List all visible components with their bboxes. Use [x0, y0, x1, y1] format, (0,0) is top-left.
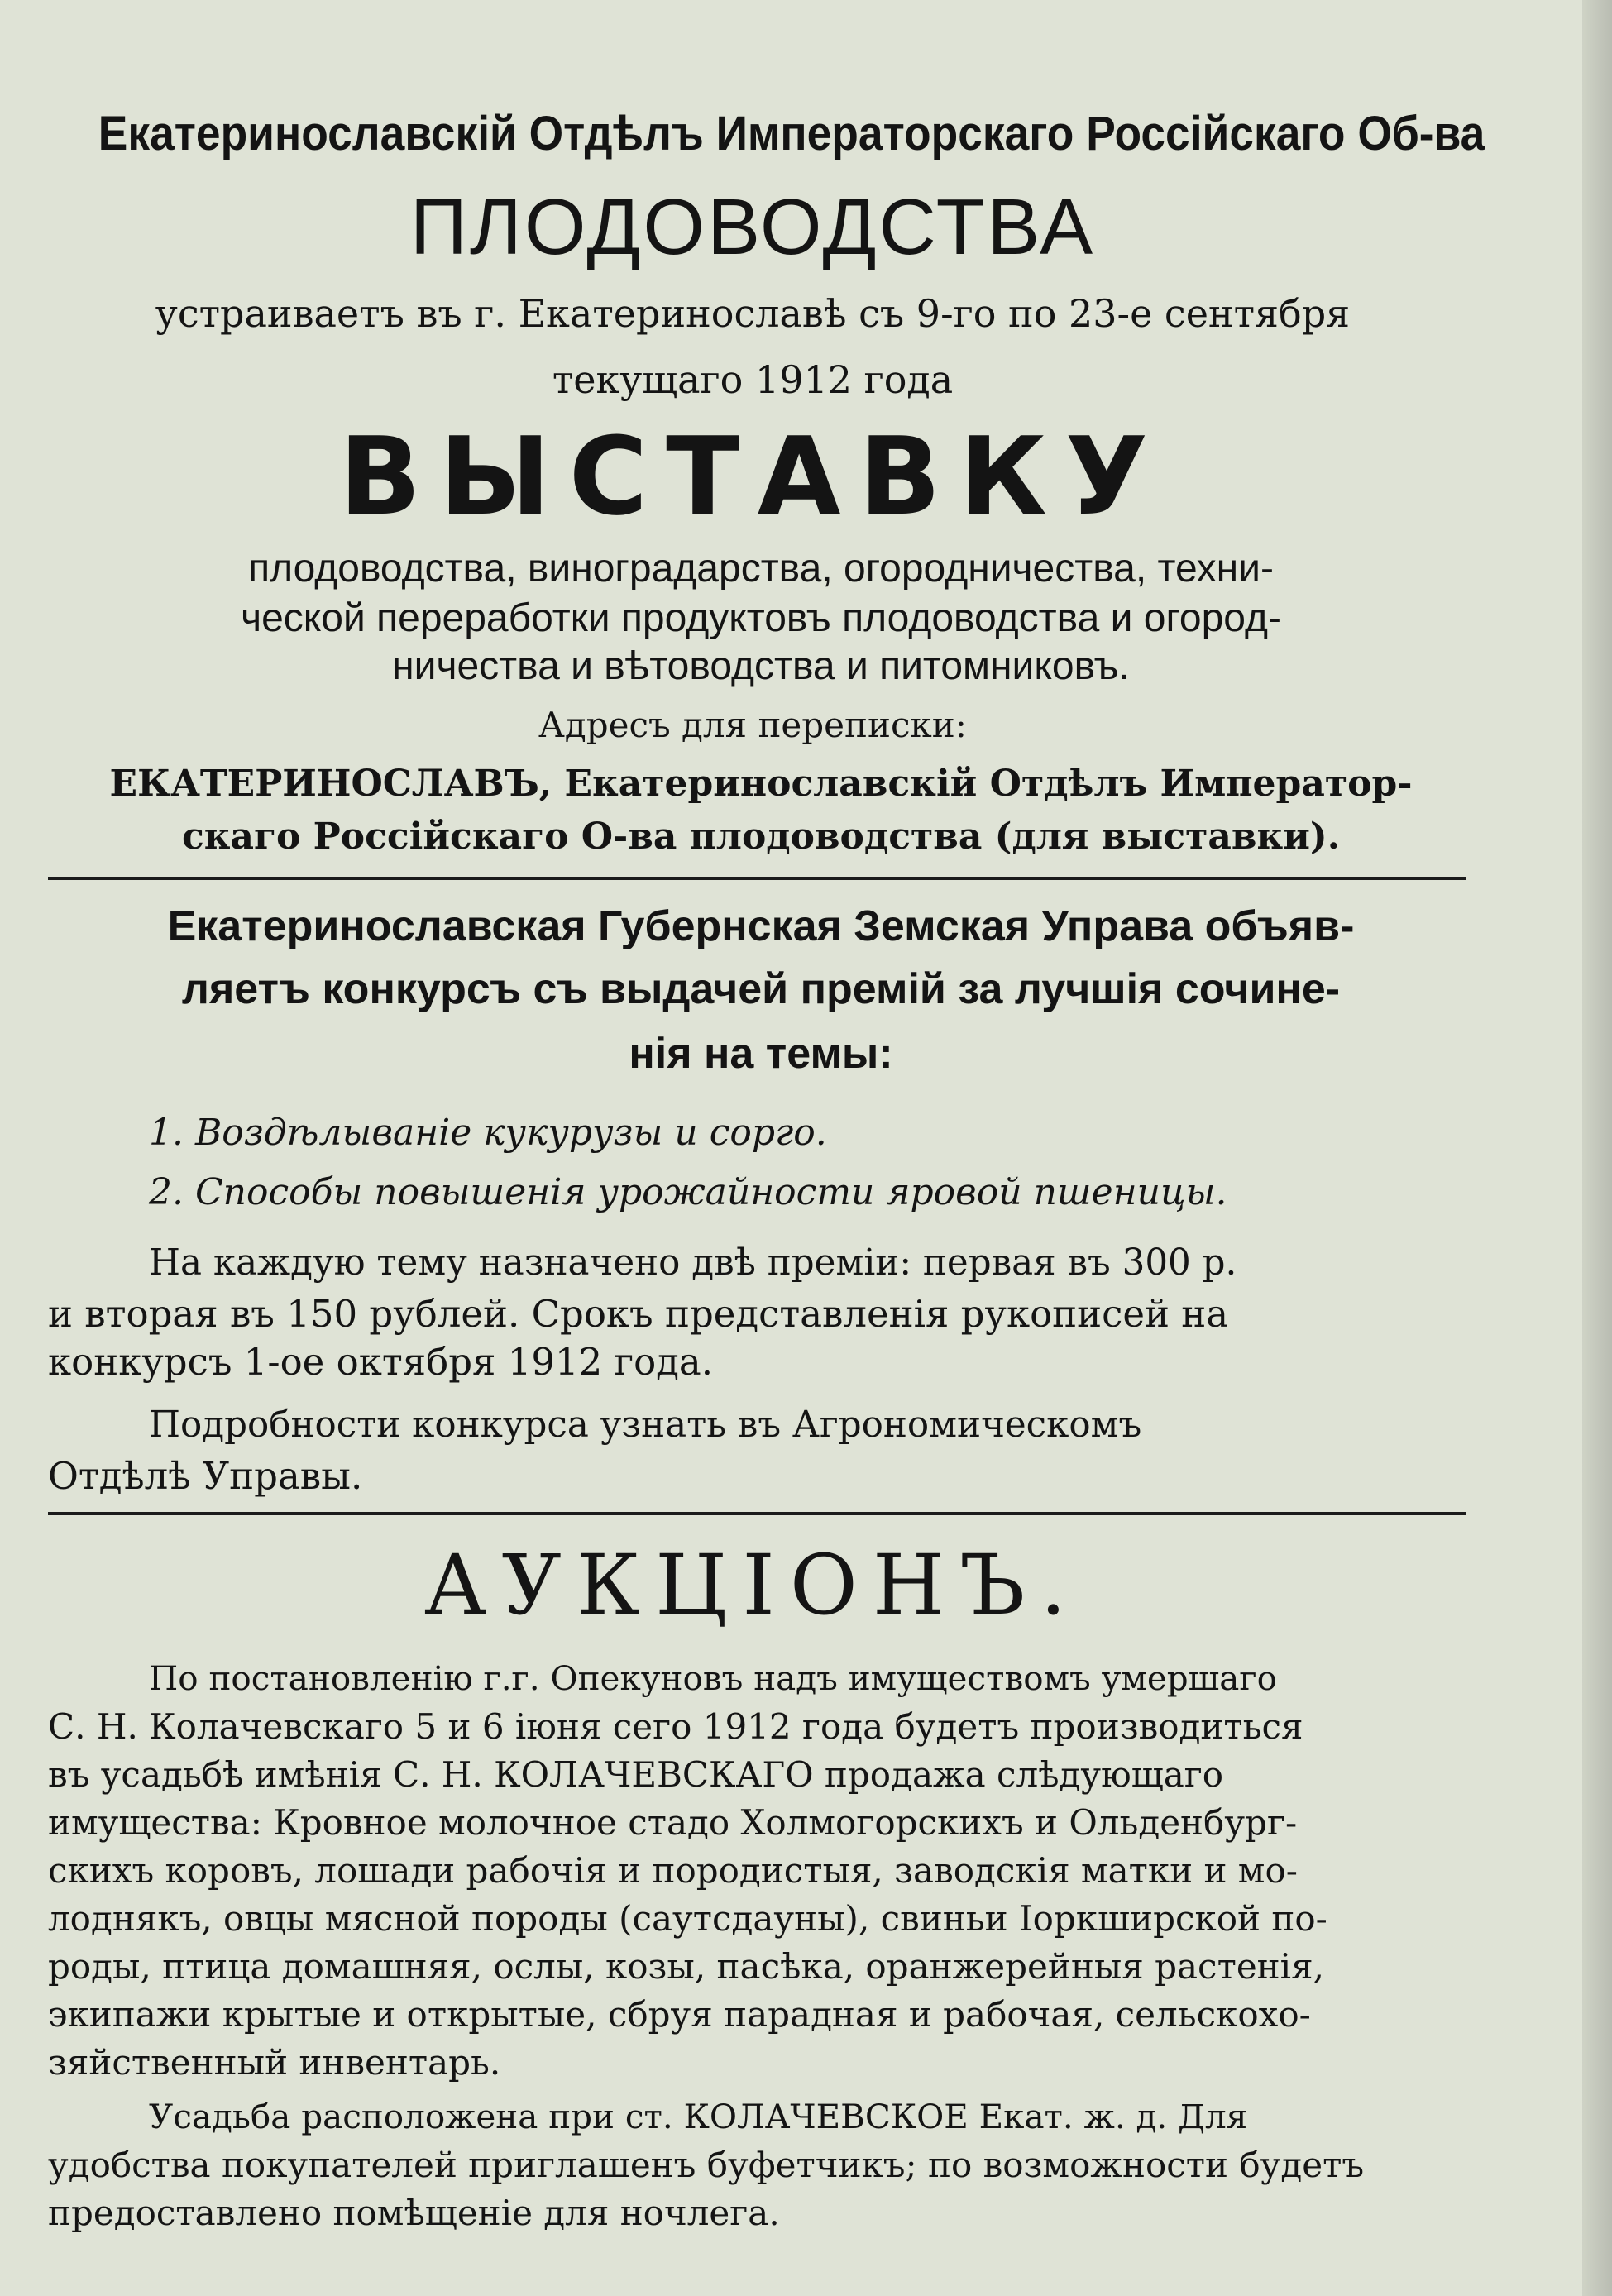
auction-line: экипажи крытые и открытые, сбруя парадная и рабочая, сельскохо-: [48, 1994, 1311, 2035]
auction-line: предоставлено помѣщеніе для ночлега.: [48, 2193, 780, 2233]
page-edge-shadow: [1582, 0, 1612, 2296]
auction-line: роды, птица домашняя, ослы, козы, пасѣка, оранжерейныя растенія,: [48, 1946, 1324, 1987]
contest-topic: 2. Способы повышенія урожайности яровой пшеницы.: [149, 1171, 1227, 1213]
exhibition-desc-line: ничества и вѣтоводства и питомниковъ.: [392, 644, 1130, 688]
auction-line: скихъ коровъ, лошади рабочія и породистыя, заводскія матки и мо-: [48, 1850, 1298, 1891]
auction-line: лоднякъ, овцы мясной породы (саутсдауны), свиньи Іоркширской по-: [48, 1898, 1327, 1939]
exhibition-dates-line: устраиваетъ въ г. Екатеринославѣ съ 9-го по 23-е сентября: [155, 291, 1351, 336]
auction-line: По постановленію г.г. Опекуновъ надъ имуществомъ умершаго: [149, 1658, 1277, 1698]
contest-heading-line: нія на темы:: [629, 1030, 893, 1078]
exhibition-header-line1: Екатеринославскій Отдѣлъ Императорскаго Россійскаго Об-ва: [98, 107, 1485, 160]
auction-title: АУКЦІОНЪ.: [423, 1537, 1082, 1634]
address-line: ЕКАТЕРИНОСЛАВЪ, Екатеринославскій Отдѣлъ Император-: [109, 763, 1413, 805]
contest-body-line: Подробности конкурса узнать въ Агрономическомъ: [149, 1404, 1142, 1446]
auction-line: С. Н. Колачевскаго 5 и 6 іюня сего 1912 года будетъ производиться: [48, 1706, 1303, 1747]
contest-body-line: конкурсъ 1-ое октября 1912 года.: [48, 1340, 714, 1384]
auction-line: Усадьба расположена при ст. КОЛАЧЕВСКОЕ Екат. ж. д. Для: [149, 2097, 1248, 2136]
auction-line: имущества: Кровное молочное стадо Холмогорскихъ и Ольденбург-: [48, 1802, 1298, 1843]
section-divider: [48, 877, 1466, 880]
exhibition-year-line: текущаго 1912 года: [552, 357, 954, 402]
exhibition-desc-line: плодоводства, виноградарства, огородничества, техни-: [248, 547, 1274, 591]
contest-heading-line: ляетъ конкурсъ съ выдачей премій за лучшія сочине-: [181, 965, 1341, 1013]
section-divider: [48, 1512, 1466, 1515]
address-line: скаго Россійскаго О-ва плодоводства (для выставки).: [181, 816, 1341, 858]
contest-body-line: На каждую тему назначено двѣ преміи: первая въ 300 р.: [149, 1242, 1237, 1284]
exhibition-title: ВЫСТАВКУ: [338, 414, 1167, 539]
auction-line: зяйственный инвентарь.: [48, 2042, 501, 2083]
address-label: Адресъ для переписки:: [538, 705, 967, 745]
exhibition-desc-line: ческой переработки продуктовъ плодоводства и огород-: [241, 596, 1281, 640]
auction-line: удобства покупателей приглашенъ буфетчикъ; по возможности будетъ: [48, 2145, 1365, 2185]
contest-body-line: и вторая въ 150 рублей. Срокъ представленія рукописей на: [48, 1292, 1229, 1336]
contest-topic: 1. Воздѣлываніе кукурузы и сорго.: [149, 1112, 827, 1154]
contest-body-line: Отдѣлѣ Управы.: [48, 1454, 363, 1498]
auction-line: въ усадьбѣ имѣнія С. Н. КОЛАЧЕВСКАГО продажа слѣдующаго: [48, 1754, 1224, 1795]
contest-heading-line: Екатеринославская Губернская Земская Управа объяв-: [167, 902, 1355, 950]
exhibition-header-line2: ПЛОДОВОДСТВА: [409, 183, 1096, 271]
